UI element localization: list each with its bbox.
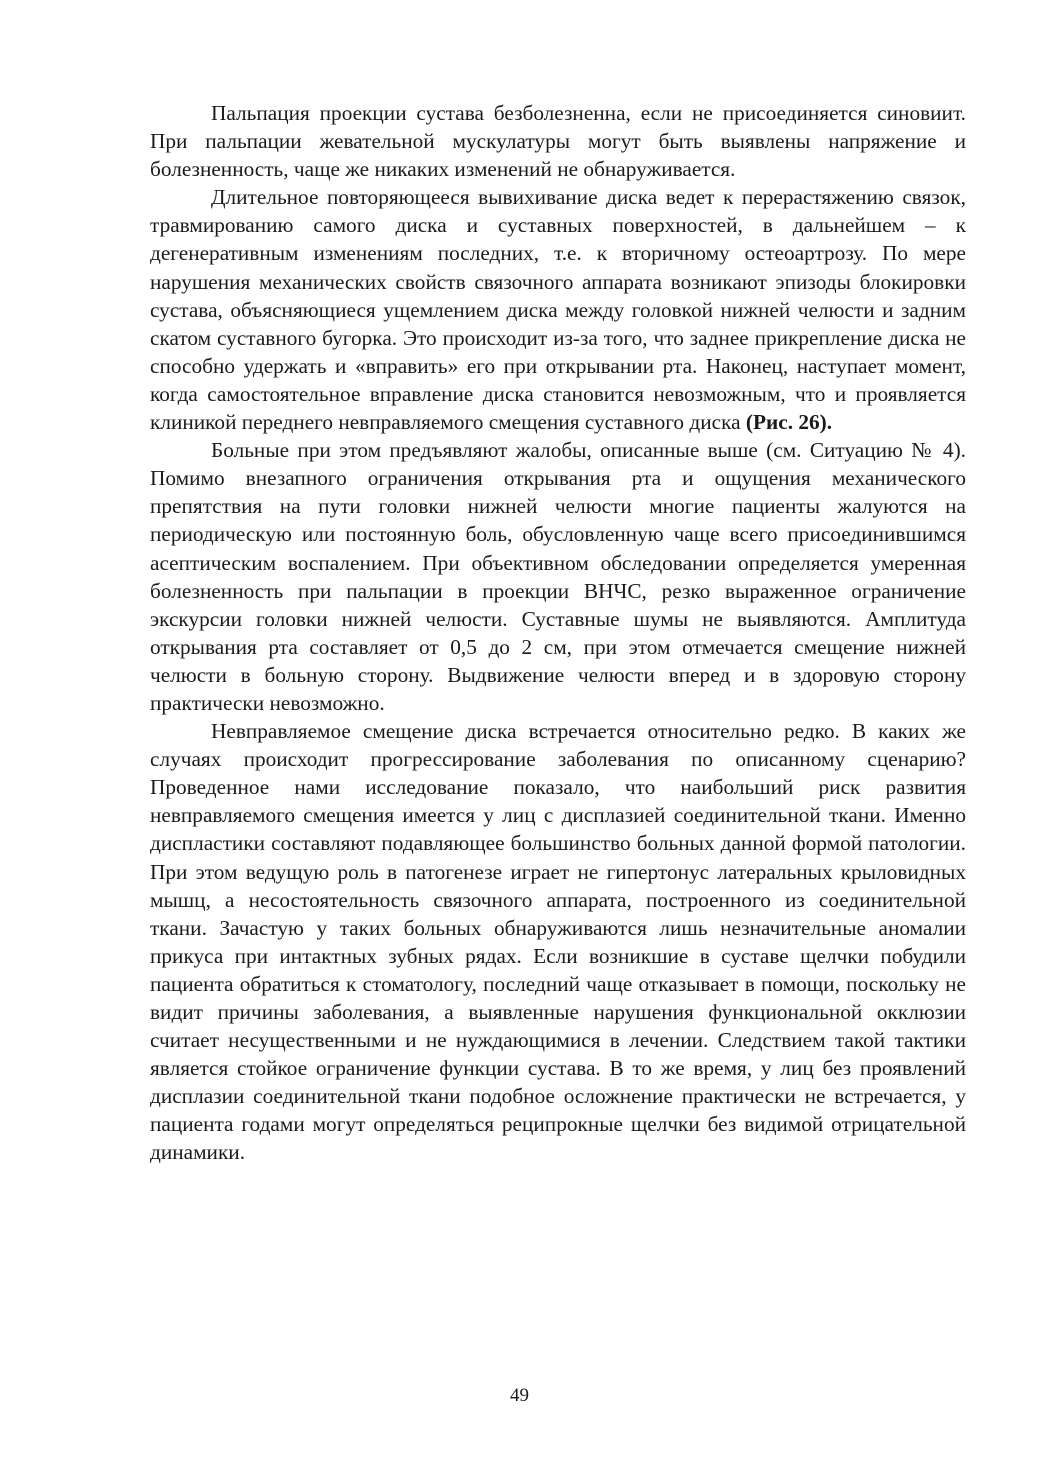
- paragraph-palpation: [150, 99, 966, 183]
- page-number: 49: [510, 1385, 529, 1406]
- document-body: [150, 99, 966, 1167]
- figure-reference: (Рис. 26).: [745, 410, 833, 435]
- paragraph-text: Пальпация проекции сустава безболезненна, если не присоединяется синовиит. При пальпации жевательной мускулатуры могут быть выявлены напряжение и болезненность, чаще же никаких изменений не обнаруживается.: [150, 101, 966, 182]
- paragraph-text: Длительное повторяющееся вывихивание диска ведет к перерастяжению связок, травмированию самого диска и суставных поверхностей, в дальнейшем – к дегенеративным изменениям последних, т.е. к вторичному остеоартрозу. По мере нарушения механических свойств связочного аппарата возникают эпизоды блокировки сустава, объясняющиеся ущемлением диска между головкой нижней челюсти и задним скатом суставного бугорка. Это происходит из-за того, что заднее прикрепление диска не способно удержать и «вправить» его при открывании рта. Наконец, наступает момент, когда самостоятельное вправление диска становится невозможным, что и проявляется клиникой переднего невправляемого смещения суставного диска: [150, 185, 966, 435]
- paragraph-text: Больные при этом предъявляют жалобы, описанные выше (см. Ситуацию № 4). Помимо внезапного ограничения открывания рта и ощущения механического препятствия на пути головки нижней челюсти многие пациенты жалуются на периодическую или постоянную боль, обусловленную чаще всего присоединившимся асептическим воспалением. При объективном обследовании определяется умеренная болезненность при пальпации в проекции ВНЧС, резко выраженное ограничение экскурсии головки нижней челюсти. Суставные шумы не выявляются. Амплитуда открывания рта составляет от 0,5 до 2 см, при этом отмечается смещение нижней челюсти в больную сторону. Выдвижение челюсти вперед и в здоровую сторону практически невозможно.: [150, 438, 966, 715]
- paragraph-text: Невправляемое смещение диска встречается относительно редко. В каких же случаях происходит прогрессирование заболевания по описанному сценарию? Проведенное нами исследование показало, что наибольший риск развития невправляемого смещения имеется у лиц с дисплазией соединительной ткани. Именно диспластики составляют подавляющее большинство больных данной формой патологии. При этом ведущую роль в патогенезе играет не гипертонус латеральных крыловидных мышц, а несостоятельность связочного аппарата, построенного из соединительной ткани. Зачастую у таких больных обнаруживаются лишь незначительные аномалии прикуса при интактных зубных рядах. Если возникшие в суставе щелчки побудили пациента обратиться к стоматологу, последний чаще отказывает в помощи, поскольку не видит причины заболевания, а выявленные нарушения функциональной окклюзии считает несущественными и не нуждающимися в лечении. Следствием такой тактики является стойкое ограничение функции сустава. В то же время, у лиц без проявлений дисплазии соединительной ткани подобное осложнение практически не встречается, у пациента годами могут определяться реципрокные щелчки без видимой отрицательной динамики.: [150, 719, 966, 1165]
- paragraph-complaints: [150, 436, 966, 717]
- paragraph-irreducible-displacement: [150, 717, 966, 1167]
- paragraph-disc-dislocation: [150, 183, 966, 436]
